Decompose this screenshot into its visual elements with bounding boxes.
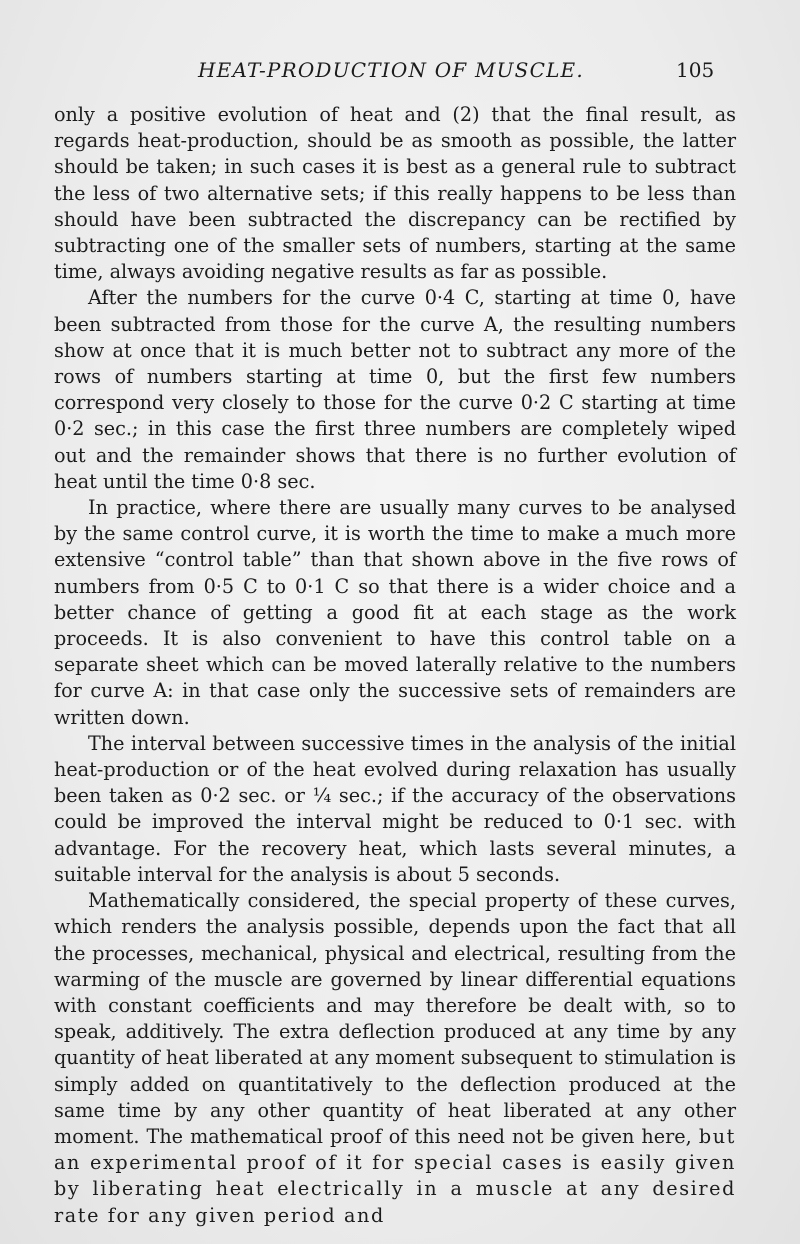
body-text	[54, 102, 736, 1229]
paragraph: only a positive evolution of heat and (2) that the final result, as regards heat-production, should be as smooth as possible, the latter should be taken; in such cases it is best as a general rule to subtract the less of two alternative sets; if this really happens to be less than should have been subtracted the discrepancy can be rectified by subtracting one of the smaller sets of numbers, starting at the same time, always avoiding negative results as far as possible.	[54, 103, 736, 284]
paragraph: After the numbers for the curve 0·4 C, starting at time 0, have been subtracted from those for the curve A, the resulting numbers show at once that it is much better not to subtract any more of the rows of numbers starting at time 0, but the first few numbers correspond very closely to those for the curve 0·2 C starting at time 0·2 sec.; in this case the first three numbers are completely wiped out and the remainder shows that there is no further evolution of heat until the time 0·8 sec.	[54, 286, 736, 493]
paragraph: In practice, where there are usually many curves to be analysed by the same control curve, it is worth the time to make a much more extensive “control table” than that shown above in the five rows of numbers from 0·5 C to 0·1 C so that there is a wider choice and a better chance of getting a good fit at each stage as the work proceeds. It is also convenient to have this control table on a separate sheet which can be moved laterally relative to the numbers for curve A: in that case only the successive sets of remainders are written down.	[54, 496, 736, 729]
paragraph-text-spaced: but an experimental proof of it for special cases is easily given by liberating heat electrically in a muscle at any desired rate for any given period and	[54, 1124, 736, 1227]
page-number: 105	[676, 58, 715, 82]
paragraph-text: Mathematically considered, the special property of these curves, which renders the analysis possible, depends upon the fact that all the processes, mechanical, physical and electrical, resulting from the warming of the muscle are governed by linear differential equations with constant coefficients and may therefore be dealt with, so to speak, additively. The extra deflection produced at any time by any quantity of heat liberated at any moment subsequent to stimulation is simply added on quantitatively to the deflection produced at the same time by any other quantity of heat liberated at any other moment. The mathematical proof of this need not be given here,	[54, 889, 736, 1148]
page-header	[0, 58, 800, 90]
running-head: HEAT-PRODUCTION OF MUSCLE.	[198, 58, 584, 82]
paragraph: The interval between successive times in the analysis of the initial heat-production or of the heat evolved during relaxation has usually been taken as 0·2 sec. or ¼ sec.; if the accuracy of the observations could be improved the interval might be reduced to 0·1 sec. with advantage. For the recovery heat, which lasts several minutes, a suitable interval for the analysis is about 5 seconds.	[54, 731, 736, 886]
paragraph	[54, 888, 736, 1229]
